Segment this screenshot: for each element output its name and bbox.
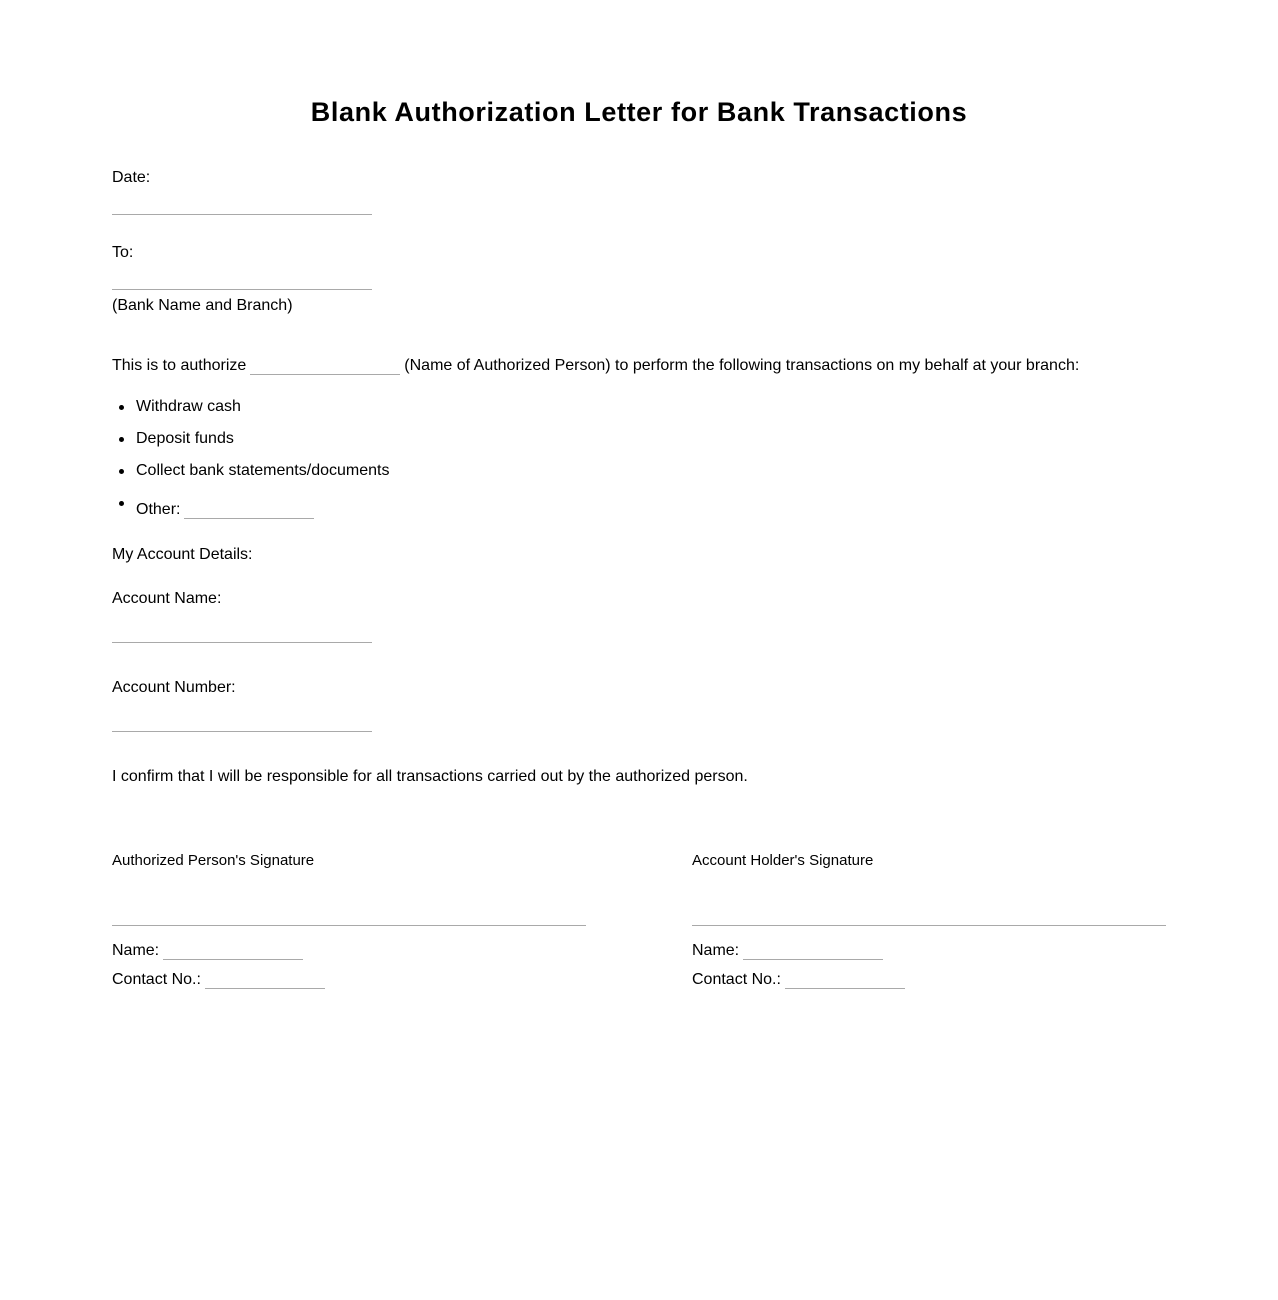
contact-label: Contact No.: (692, 971, 781, 988)
account-number-label: Account Number: (112, 679, 236, 696)
account-name-label: Account Name: (112, 590, 222, 607)
list-item (136, 462, 389, 494)
contact-label: Contact No.: (112, 971, 201, 988)
account-holder-name-blank[interactable] (743, 943, 883, 960)
authorize-sentence (112, 350, 1079, 375)
other-transaction-blank[interactable] (184, 494, 314, 519)
name-label: Name: (112, 942, 160, 959)
bullet-icon (119, 437, 124, 442)
account-number-blank-line[interactable] (112, 731, 372, 732)
list-item (136, 398, 389, 430)
account-details-heading: My Account Details: (112, 546, 253, 563)
account-holder-signature-line[interactable] (692, 925, 1166, 926)
authorized-person-name-field (112, 942, 303, 960)
authorize-prefix: This is to authorize (112, 357, 247, 374)
list-item (136, 430, 389, 462)
authorized-person-name-blank[interactable] (163, 943, 303, 960)
transactions-list (112, 398, 389, 526)
name-label: Name: (692, 942, 740, 959)
bank-blank-line[interactable] (112, 289, 372, 290)
bank-caption: (Bank Name and Branch) (112, 297, 293, 314)
account-holder-signature-label: Account Holder's Signature (692, 852, 874, 869)
account-name-blank-line[interactable] (112, 642, 372, 643)
bullet-icon (119, 405, 124, 410)
transaction-label: Collect bank statements/documents (136, 462, 390, 479)
authorize-suffix: (Name of Authorized Person) to perform the following transactions on my behalf at your branch: (404, 357, 1080, 374)
transaction-label: Deposit funds (136, 430, 234, 447)
transaction-label: Withdraw cash (136, 398, 241, 415)
to-label: To: (112, 244, 134, 261)
authorized-person-signature-label: Authorized Person's Signature (112, 852, 315, 869)
authorized-person-signature-line[interactable] (112, 925, 586, 926)
transaction-label: Other: (136, 501, 181, 518)
date-blank-line[interactable] (112, 214, 372, 215)
date-label: Date: (112, 169, 151, 186)
authorized-person-blank[interactable] (250, 350, 400, 375)
account-holder-name-field (692, 942, 883, 960)
page-title: Blank Authorization Letter for Bank Transactions (310, 97, 968, 127)
bullet-icon (119, 469, 124, 474)
authorized-person-contact-blank[interactable] (205, 972, 325, 989)
account-holder-contact-blank[interactable] (785, 972, 905, 989)
account-holder-contact-field (692, 971, 905, 989)
list-item (136, 494, 389, 526)
confirmation-text: I confirm that I will be responsible for all transactions carried out by the authorized person. (112, 768, 748, 785)
authorized-person-contact-field (112, 971, 325, 989)
bullet-icon (119, 501, 124, 506)
